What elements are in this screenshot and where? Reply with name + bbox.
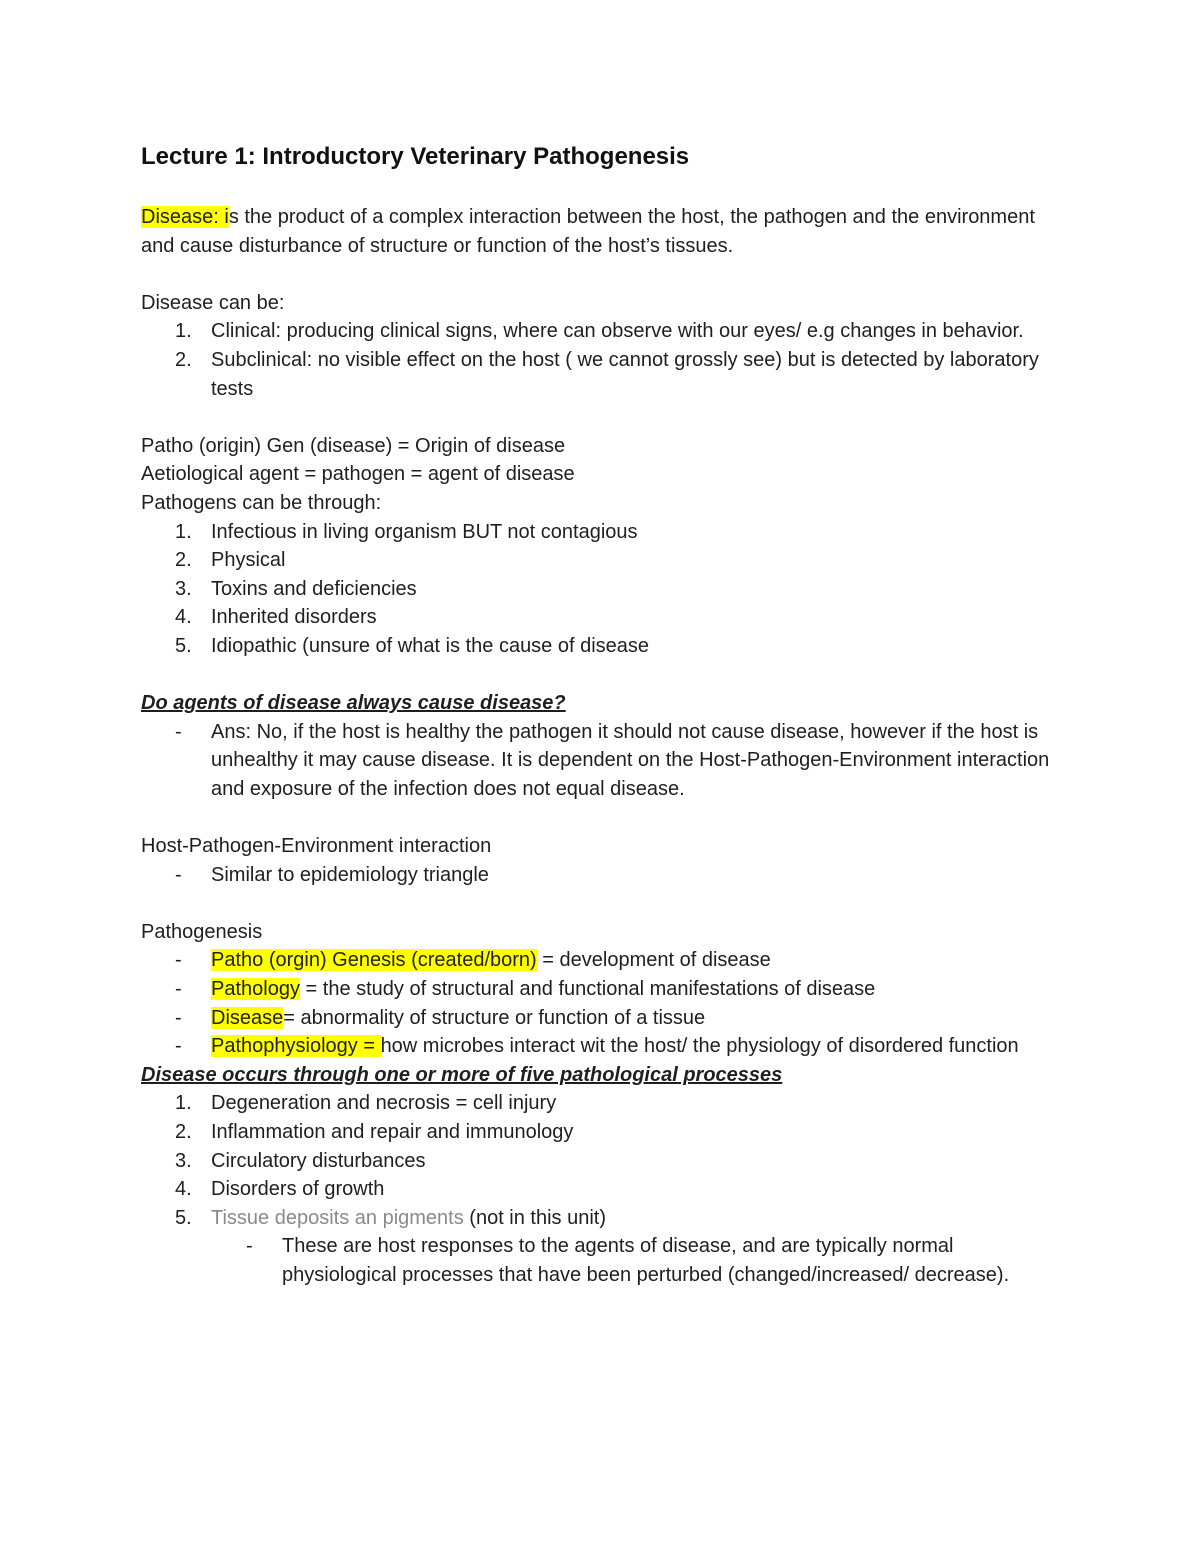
term-definition: = abnormality of structure or function of a tissue bbox=[283, 1006, 706, 1029]
term-definition: how microbes interact wit the host/ the physiology of disordered function bbox=[380, 1035, 1019, 1058]
etymology-line: Patho (origin) Gen (disease) = Origin of disease bbox=[141, 434, 566, 457]
list-item bbox=[141, 1118, 1061, 1147]
term-highlight: Pathophysiology = bbox=[211, 1035, 381, 1058]
list-item-text: Disorders of growth bbox=[211, 1178, 385, 1201]
list-item bbox=[141, 946, 1061, 975]
answer-item bbox=[141, 718, 1061, 804]
list-item bbox=[141, 575, 1061, 604]
list-item-text: Subclinical: no visible effect on the host ( we cannot grossly see) but is detected by laboratory tests bbox=[211, 348, 1039, 400]
list-marker: - bbox=[175, 1006, 182, 1029]
sub-list-item-text: These are host responses to the agents of disease, and are typically normal physiological processes that have been perturbed (changed/increased/ decrease). bbox=[282, 1235, 1010, 1286]
term-definition: = development of disease bbox=[536, 949, 771, 972]
list-item-text: Degeneration and necrosis = cell injury bbox=[211, 1092, 557, 1115]
list-item bbox=[141, 518, 1061, 547]
disease-definition bbox=[141, 203, 1061, 260]
etymology-line: Aetiological agent = pathogen = agent of disease bbox=[141, 463, 575, 486]
term-highlight: Patho (orgin) Genesis (created/born) bbox=[211, 949, 537, 972]
term-highlight: Pathology bbox=[211, 978, 300, 1001]
list-item-text: Inflammation and repair and immunology bbox=[211, 1121, 574, 1143]
list-marker: 4. bbox=[175, 606, 192, 629]
list-item bbox=[141, 603, 1061, 632]
list-item bbox=[141, 1147, 1061, 1176]
list-marker: 1. bbox=[175, 520, 192, 543]
answer-text: Ans: No, if the host is healthy the pathogen it should not cause disease, however if the host is unhealthy it may cause disease. It is dependent on the Host-Pathogen-Environment interaction and exposure of the infection does not equal disease. bbox=[211, 720, 1050, 800]
list-item-text: (not in this unit) bbox=[463, 1206, 607, 1229]
list-item bbox=[141, 1204, 1061, 1233]
processes-heading: Disease occurs through one or more of five pathological processes bbox=[141, 1063, 783, 1086]
list-marker: - bbox=[175, 1035, 182, 1058]
list-item bbox=[141, 1004, 1061, 1033]
list-marker: 2. bbox=[175, 549, 192, 572]
disease-can-be-heading: Disease can be: bbox=[141, 291, 285, 314]
list-item bbox=[141, 317, 1061, 346]
muted-text: Tissue deposits an pigments bbox=[211, 1206, 464, 1229]
list-marker: 3. bbox=[175, 577, 192, 600]
list-item-text: Inherited disorders bbox=[211, 606, 377, 629]
list-item bbox=[141, 1089, 1061, 1118]
list-item-text: Toxins and deficiencies bbox=[211, 577, 417, 600]
list-item bbox=[141, 546, 1061, 575]
list-marker: - bbox=[175, 949, 182, 972]
list-item bbox=[141, 632, 1061, 661]
list-item bbox=[141, 346, 1061, 403]
hpe-heading: Host-Pathogen-Environment interaction bbox=[141, 835, 492, 858]
list-item-text: Physical bbox=[211, 549, 286, 572]
disease-term-highlight: Disease: i bbox=[141, 206, 229, 228]
list-marker: - bbox=[246, 1235, 253, 1258]
disease-definition-text: s the product of a complex interaction between the host, the pathogen and the environment and cause disturbance of structure or function of the host’s tissues. bbox=[141, 206, 1035, 257]
list-marker: 1. bbox=[175, 1092, 192, 1115]
list-marker: 2. bbox=[175, 348, 192, 371]
list-marker: - bbox=[175, 863, 182, 886]
list-marker: - bbox=[175, 720, 182, 743]
list-marker: 1. bbox=[175, 320, 192, 343]
pathogenesis-heading: Pathogenesis bbox=[141, 920, 263, 943]
list-marker: 5. bbox=[175, 634, 192, 657]
list-marker: 5. bbox=[175, 1206, 192, 1229]
page-title: Lecture 1: Introductory Veterinary Pathogenesis bbox=[141, 143, 690, 170]
list-item bbox=[141, 1032, 1061, 1061]
list-marker: 3. bbox=[175, 1149, 192, 1172]
list-marker: 2. bbox=[175, 1121, 192, 1143]
list-item bbox=[141, 1175, 1061, 1204]
list-item-text: Infectious in living organism BUT not contagious bbox=[211, 520, 638, 543]
list-marker: - bbox=[175, 978, 182, 1001]
term-definition: = the study of structural and functional manifestations of disease bbox=[299, 978, 876, 1001]
question-heading: Do agents of disease always cause disease? bbox=[141, 692, 566, 715]
term-highlight: Disease bbox=[211, 1006, 284, 1029]
list-item-text: Circulatory disturbances bbox=[211, 1149, 426, 1172]
pathogens-heading: Pathogens can be through: bbox=[141, 491, 382, 514]
list-item-text: Similar to epidemiology triangle bbox=[211, 863, 489, 886]
list-item-text: Idiopathic (unsure of what is the cause of disease bbox=[211, 634, 650, 657]
list-item-text: Clinical: producing clinical signs, where can observe with our eyes/ e.g changes in behavior. bbox=[211, 320, 1024, 343]
list-item bbox=[141, 975, 1061, 1004]
sub-list-item bbox=[141, 1232, 1061, 1289]
document-page bbox=[141, 140, 1061, 1290]
list-item bbox=[141, 861, 1061, 890]
list-marker: 4. bbox=[175, 1178, 192, 1201]
